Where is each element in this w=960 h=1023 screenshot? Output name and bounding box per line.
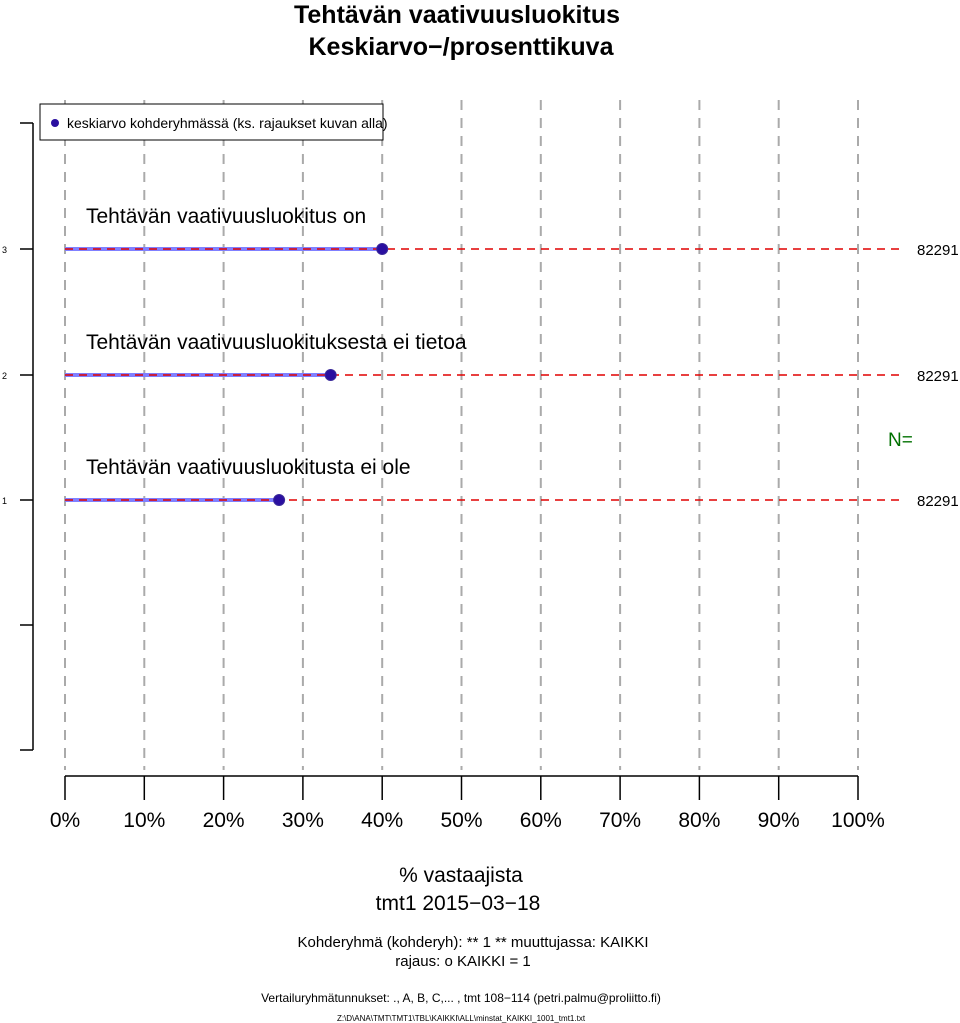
n-value: 82291 — [917, 242, 959, 259]
legend-marker — [51, 119, 59, 127]
x-axis-label: % vastaajista — [399, 864, 523, 887]
category-index: 2 — [2, 371, 8, 381]
n-value: 82291 — [917, 493, 959, 510]
footer-comparison-groups: Vertailuryhmätunnukset: ., A, B, C,... , tmt 108−114 (petri.palmu@proliitto.fi) — [261, 991, 661, 1005]
x-tick-label: 30% — [281, 809, 324, 832]
x-tick-label: 10% — [123, 809, 166, 832]
category-index: 3 — [2, 245, 8, 255]
x-axis-date: tmt1 2015−03−18 — [375, 892, 541, 915]
x-tick-label: 50% — [440, 809, 483, 832]
mean-point — [325, 370, 336, 381]
x-tick-label: 40% — [361, 809, 404, 832]
x-tick-label: 90% — [757, 809, 800, 832]
mean-point — [377, 244, 388, 255]
footer-restriction: rajaus: o KAIKKI = 1 — [395, 953, 531, 970]
category-row — [2, 205, 959, 259]
category-label: Tehtävän vaativuusluokituksesta ei tietoa — [86, 331, 467, 354]
data-rows — [2, 205, 959, 510]
footer-target-group: Kohderyhmä (kohderyh): ** 1 ** muuttujassa: KAIKKI — [297, 934, 649, 951]
x-ticks — [50, 776, 885, 832]
n-value: 82291 — [917, 368, 959, 385]
footer-file-path: Z:\D\ANA\TMT\TMT1\TBL\KAIKKI\ALL\minstat_KAIKKI_1001_tmt1.txt — [336, 1014, 586, 1023]
chart-title: Tehtävän vaativuusluokitus — [293, 1, 621, 29]
x-tick-label: 100% — [831, 809, 885, 832]
x-tick-label: 80% — [678, 809, 721, 832]
n-label: N= — [888, 430, 913, 451]
category-row — [2, 456, 959, 510]
mean-point — [274, 495, 285, 506]
category-label: Tehtävän vaativuusluokitus on — [86, 205, 367, 228]
legend-label: keskiarvo kohderyhmässä (ks. rajaukset kuvan alla) — [67, 115, 388, 131]
x-tick-label: 60% — [519, 809, 562, 832]
grid-lines — [65, 100, 858, 770]
legend — [40, 104, 388, 140]
category-index: 1 — [2, 496, 8, 506]
x-tick-label: 70% — [599, 809, 642, 832]
category-row — [2, 331, 959, 385]
x-tick-label: 0% — [49, 809, 81, 832]
category-label: Tehtävän vaativuusluokitusta ei ole — [86, 456, 411, 479]
x-tick-label: 20% — [202, 809, 245, 832]
chart-subtitle: Keskiarvo−/prosenttikuva — [308, 33, 614, 61]
y-ticks — [20, 123, 33, 750]
